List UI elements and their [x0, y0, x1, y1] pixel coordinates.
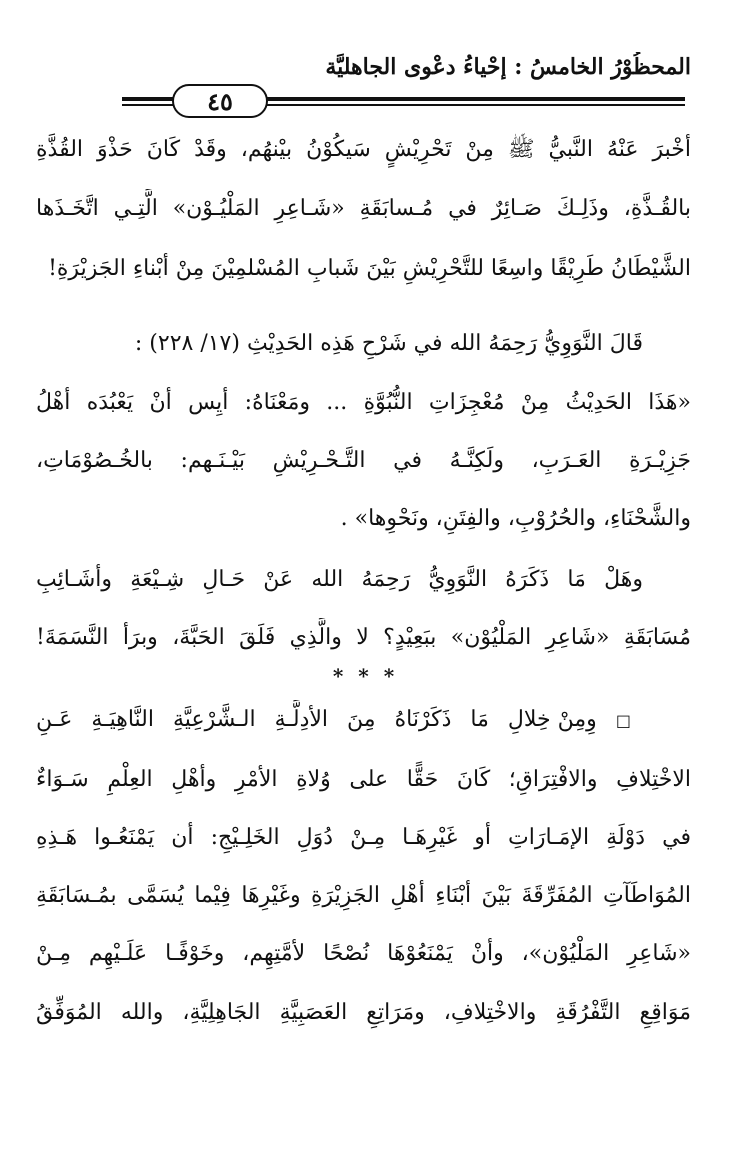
body-line-8: وهَلْ مَا ذَكَرَهُ النَّوَوِيُّ رَحِمَهُ الله عَنْ حَـالِ شِـيْعَةِ وأشَـائِبِ [36, 567, 643, 592]
body-line-11: الاخْتِلافِ والافْتِرَاقِ؛ كَانَ حَقًّا على وُلاةِ الأمْرِ وأهْلِ العِلْمِ سَـوَاءٌ [36, 767, 691, 792]
body-line-2: بالقُـذَّةِ، وذَلِـكَ صَـائِرٌ في مُـسابَقَةِ «شَـاعِرِ المَلْيُـوْن» الَّتِـي اتَّخَـذَها [36, 196, 691, 221]
body-line-5: «هَذَا الحَدِيْثُ مِنْ مُعْجِزَاتِ النُّبُوَّةِ ... ومَعْنَاهُ: أيِس أنْ يَعْبُدَه أهْلُ [36, 390, 691, 415]
body-line-1: أخْبرَ عَنْهُ النَّبيُّ ﷺ مِنْ تَحْرِيْشٍ سَيكُوْنُ بيْنهُم، وقَدْ كَانَ حَذْوَ القُذَّةِ [36, 137, 691, 162]
body-line-9: مُسَابَقَةِ «شَاعِرِ المَلْيُوْن» ببَعِيْدٍ؟ لا والَّذِي فَلَقَ الحَبَّةَ، وبرَأ النَّسَمَةَ! [36, 625, 691, 650]
body-line-7: والشَّحْنَاءِ، والحُرُوْبِ، والفِتَنِ، ونَحْوِها» . [340, 506, 691, 531]
body-line-10-text: وِمِنْ خِلالِ مَا ذَكَرْنَاهُ مِنَ الأدِلَّـةِ الـشَّرْعِيَّةِ النَّاهِيَـةِ عَـنِ [36, 707, 597, 732]
body-line-4: قَالَ النَّوَوِيُّ رَحِمَهُ الله في شَرْحِ هَذِه الحَدِيْثِ (١٧/ ٢٢٨) : [134, 331, 643, 356]
page-number-badge: ٤٥ [172, 84, 268, 118]
body-line-14: «شَاعِرِ المَلْيُوْن»، وأنْ يَمْنَعُوْهَا نُصْحًا لأمَّتِهِم، وخَوْفًـا عَلَـيْهِم مِـنْ [36, 941, 691, 966]
body-line-10 [36, 700, 643, 740]
body-line-13: المُوَاطَآتِ المُفَرِّقَةَ بَيْنَ أبْنَاءِ أهْلِ الجَزِيْرَةِ وغَيْرِهَا فِيْما يُسَمَّى بمُـسَابَقَةِ [36, 883, 691, 908]
square-bullet-icon: □ [615, 711, 643, 730]
body-line-12: في دَوْلَةِ الإمَـارَاتِ أو غَيْرِهَـا مِـنْ دُوَلِ الخَلِـيْجِ: أن يَمْنَعُـوا هَـذِهِ [36, 825, 691, 850]
body-line-6: جَزِيْـرَةِ العَـرَبِ، ولَكِنَّـهُ في التَّـحْـرِيْشِ بَيْـنَـهم: بالخُـصُوْمَاتِ، [36, 448, 691, 473]
body-line-3: الشَّيْطَانُ طَرِيْقًا واسِعًا للتَّحْرِيْشِ بَيْنَ شَبابِ المُسْلمِيْنَ مِنْ أبْناءِ الجَزيْرَةِ! [48, 256, 691, 281]
running-header-title: المحظُوْرُ الخامسُ : إحْياءُ دعْوى الجاهليَّة [325, 54, 691, 80]
section-separator: * * * [332, 664, 399, 688]
body-line-15: مَوَاقِعِ التَّفْرُقَةِ والاخْتِلافِ، ومَرَاتِعِ العَصَبِيَّةِ الجَاهِلِيَّةِ، والله المُوَفِّقُ [36, 1000, 691, 1025]
